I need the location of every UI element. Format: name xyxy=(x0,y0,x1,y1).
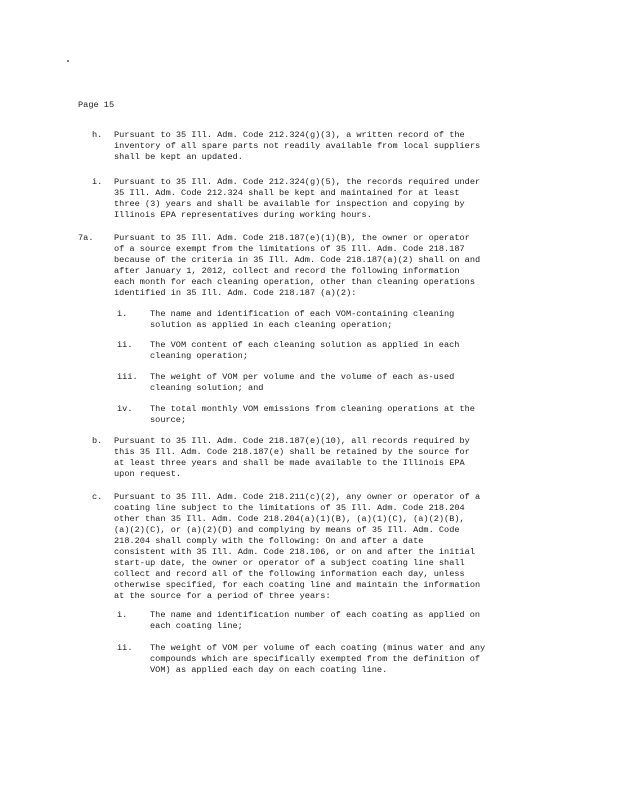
text-line: start-up date, the owner or operator of a subject coating line shall xyxy=(114,558,465,568)
paragraph-label: i. xyxy=(92,177,103,187)
text-line: solution as applied in each cleaning operation; xyxy=(150,320,393,330)
text-line: source; xyxy=(150,415,187,425)
text-line: collect and record all of the following information each day, unless xyxy=(114,569,465,579)
text-line: identified in 35 Ill. Adm. Code 218.187 (a)(2): xyxy=(114,288,357,298)
text-line: Pursuant to 35 Ill. Adm. Code 218.187(e)(10), all records required by xyxy=(114,436,470,446)
text-line: inventory of all spare parts not readily available from local suppliers xyxy=(114,141,481,151)
text-line: this 35 Ill. Adm. Code 218.187(e) shall be retained by the source for xyxy=(114,447,470,457)
text-line: each coating line; xyxy=(150,621,243,631)
paragraph-body xyxy=(114,177,480,221)
paragraph-label: b. xyxy=(92,436,103,446)
text-line: other than 35 Ill. Adm. Code 218.204(a)(1)(B), (a)(1)(C), (a)(2)(B), xyxy=(114,514,465,524)
subitem-body xyxy=(150,309,454,331)
text-line: 218.204 shall comply with the following: On and after a date xyxy=(114,536,424,546)
paragraph-label: 7a. xyxy=(78,233,94,243)
subitem-label: iv. xyxy=(117,404,133,414)
subitem-label: i. xyxy=(117,610,128,620)
text-line: because of the criteria in 35 Ill. Adm. Code 218.187(a)(2) shall on and xyxy=(114,255,481,265)
text-line: The weight of VOM per volume and the volume of each as-used xyxy=(150,372,455,382)
subitem-body xyxy=(150,643,485,676)
text-line: Pursuant to 35 Ill. Adm. Code 212.324(g)(5), the records required under xyxy=(114,177,481,187)
subitem-body xyxy=(150,610,480,632)
subitem-label: ii. xyxy=(117,643,133,653)
text-line: (a)(2)(C), or (a)(2)(D) and complying by means of 35 Ill. Adm. Code xyxy=(114,525,460,535)
subitem-body xyxy=(150,404,475,426)
text-line: coating line subject to the limitations of 35 Ill. Adm. Code 218.204 xyxy=(114,503,465,513)
text-line: The total monthly VOM emissions from cleaning operations at the xyxy=(150,404,475,414)
page-header: Page 15 xyxy=(78,100,115,110)
text-line: upon request. xyxy=(114,469,182,479)
subitem-body xyxy=(150,340,459,362)
paragraph-body xyxy=(114,436,470,480)
text-line: The VOM content of each cleaning solution as applied in each xyxy=(150,340,460,350)
scan-speck xyxy=(67,60,69,62)
paragraph-body xyxy=(114,233,480,299)
text-line: of a source exempt from the limitations of 35 Ill. Adm. Code 218.187 xyxy=(114,244,465,254)
subitem-label: ii. xyxy=(117,340,133,350)
text-line: at least three years and shall be made available to the Illinois EPA xyxy=(114,458,465,468)
text-line: Illinois EPA representatives during working hours. xyxy=(114,210,372,220)
paragraph-body xyxy=(114,492,480,602)
text-line: compounds which are specifically exempted from the definition of xyxy=(150,654,481,664)
text-line: VOM) as applied each day on each coating line. xyxy=(150,665,388,675)
subitem-body xyxy=(150,372,454,394)
paragraph-label: c. xyxy=(92,492,103,502)
text-line: Pursuant to 35 Ill. Adm. Code 218.211(c)(2), any owner or operator of a xyxy=(114,492,481,502)
subitem-label: iii. xyxy=(117,372,138,382)
subitem-label: i. xyxy=(117,309,128,319)
text-line: shall be kept an updated. xyxy=(114,152,243,162)
text-line: The name and identification number of each coating as applied on xyxy=(150,610,481,620)
text-line: The name and identification of each VOM-containing cleaning xyxy=(150,309,455,319)
text-line: cleaning operation; xyxy=(150,351,248,361)
paragraph-label: h. xyxy=(92,130,103,140)
text-line: after January 1, 2012, collect and record the following information xyxy=(114,266,460,276)
text-line: 35 Ill. Adm. Code 212.324 shall be kept and maintained for at least xyxy=(114,188,460,198)
text-line: otherwise specified, for each coating line and maintain the information xyxy=(114,580,481,590)
text-line: each month for each cleaning operation, other than cleaning operations xyxy=(114,277,475,287)
paragraph-body xyxy=(114,130,480,163)
text-line: three (3) years and shall be available for inspection and copying by xyxy=(114,199,465,209)
text-line: Pursuant to 35 Ill. Adm. Code 218.187(e)(1)(B), the owner or operator xyxy=(114,233,470,243)
text-line: cleaning solution; and xyxy=(150,383,264,393)
text-line: Pursuant to 35 Ill. Adm. Code 212.324(g)(3), a written record of the xyxy=(114,130,465,140)
text-line: consistent with 35 Ill. Adm. Code 218.106, or on and after the initial xyxy=(114,547,475,557)
text-line: The weight of VOM per volume of each coating (minus water and any xyxy=(150,643,486,653)
text-line: at the source for a period of three years: xyxy=(114,591,331,601)
